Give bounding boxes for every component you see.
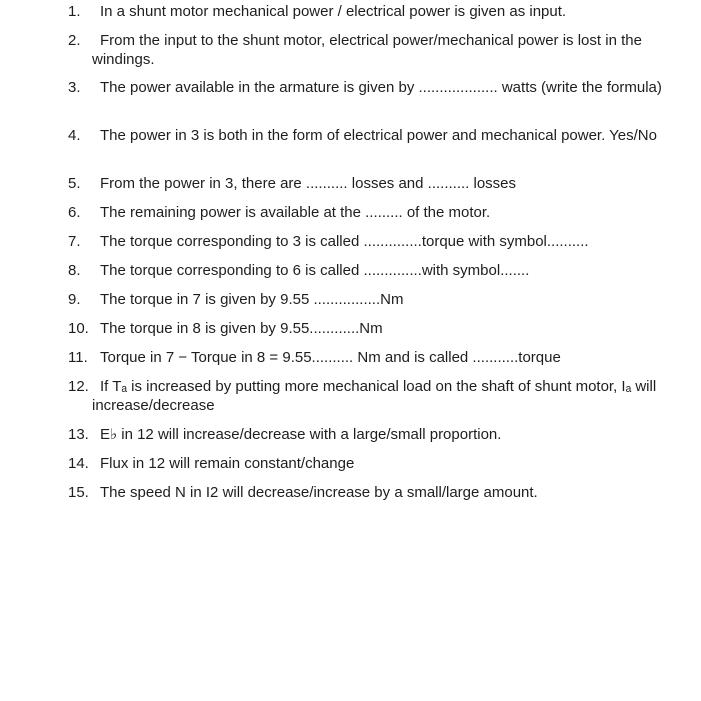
- question-text: The remaining power is available at the ......... of the motor.: [100, 204, 491, 221]
- question-text: E♭ in 12 will increase/decrease with a large/small proportion.: [100, 426, 502, 443]
- question-text: From the input to the shunt motor, electrical power/mechanical power is lost in the windings.: [92, 32, 642, 68]
- question-number: 14.: [68, 455, 89, 472]
- question-number: 5.: [68, 175, 81, 192]
- question-number: 2.: [68, 32, 81, 49]
- question-text: From the power in 3, there are .......... losses and .......... losses: [100, 175, 517, 192]
- question-number: 3.: [68, 79, 81, 96]
- question-text: The speed N in I2 will decrease/increase by a small/large amount.: [100, 484, 538, 501]
- question-text: Flux in 12 will remain constant/change: [100, 455, 355, 472]
- question-text: The torque corresponding to 6 is called ..............with symbol.......: [100, 262, 530, 279]
- question-number: 10.: [68, 320, 89, 337]
- question-text: The torque in 7 is given by 9.55 ................Nm: [100, 291, 404, 308]
- question-text: In a shunt motor mechanical power / electrical power is given as input.: [100, 3, 567, 20]
- question-number: 13.: [68, 426, 89, 443]
- question-number: 1.: [68, 3, 81, 20]
- question-number: 15.: [68, 484, 89, 501]
- question-number: 6.: [68, 204, 81, 221]
- question-text: The torque in 8 is given by 9.55............Nm: [100, 320, 383, 337]
- question-number: 12.: [68, 378, 89, 395]
- question-text: If Tₐ is increased by putting more mechanical load on the shaft of shunt motor, Iₐ will increase/decrease: [92, 378, 657, 414]
- question-text: The torque corresponding to 3 is called ..............torque with symbol..........: [100, 233, 589, 250]
- question-text: Torque in 7 − Torque in 8 = 9.55.......... Nm and is called ...........torque: [100, 349, 561, 366]
- question-number: 9.: [68, 291, 81, 308]
- question-number: 11.: [68, 349, 88, 366]
- question-text: The power available in the armature is given by ................... watts (write the formula): [100, 79, 662, 96]
- question-text: The power in 3 is both in the form of electrical power and mechanical power. Yes/No: [100, 127, 657, 144]
- question-number: 7.: [68, 233, 81, 250]
- question-number: 8.: [68, 262, 81, 279]
- question-number: 4.: [68, 127, 81, 144]
